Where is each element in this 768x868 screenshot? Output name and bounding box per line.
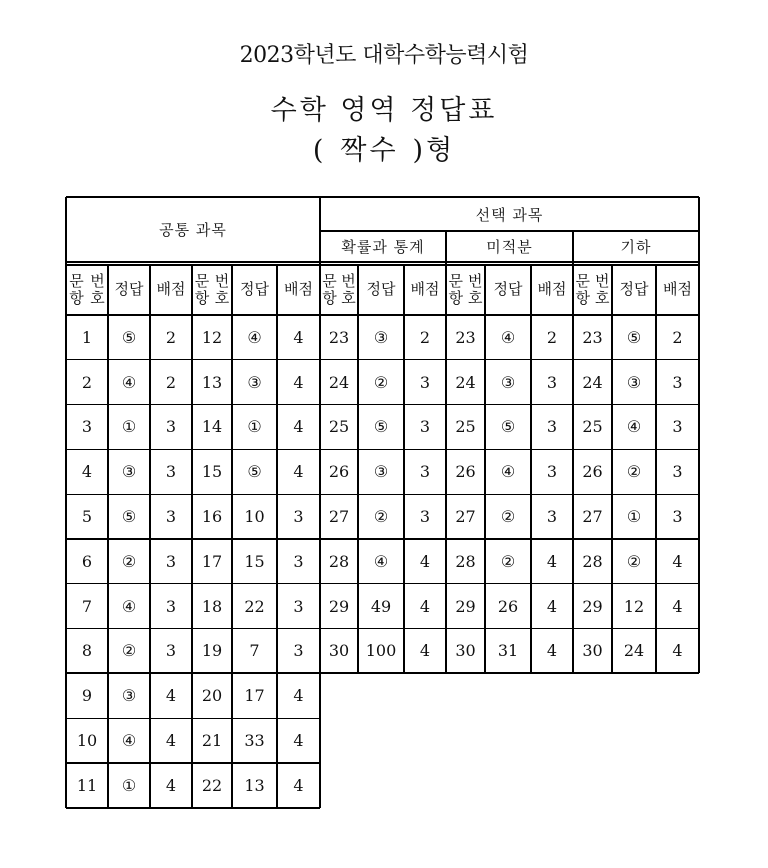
common-answer-cell: 8	[81, 641, 93, 661]
elective-answer-cell: ③	[373, 462, 389, 482]
common-answer-cell: 14	[201, 417, 223, 437]
common-answer-cell: 1	[81, 327, 93, 347]
elective-name-2: 기하	[620, 238, 652, 256]
common-answer-cell: ③	[121, 462, 137, 482]
elective-answer-cell: ②	[500, 551, 516, 571]
common-answer-cell: 3	[165, 462, 177, 482]
common-answer-cell: 7	[81, 596, 93, 616]
elective-answer-cell: 26	[328, 462, 350, 482]
elective-answer-cell: ②	[626, 462, 642, 482]
common-answer-cell: 15	[244, 551, 265, 571]
common-answer-cell: 21	[201, 731, 223, 751]
table-rule	[445, 231, 446, 673]
common-answer-cell: 18	[201, 596, 223, 616]
answer-header: 정답	[619, 280, 649, 298]
elective-answer-cell: 3	[419, 462, 431, 482]
common-answer-cell: 19	[201, 641, 223, 661]
points-header: 배점	[663, 280, 692, 298]
table-rule	[66, 261, 699, 262]
elective-answer-cell: ④	[500, 462, 516, 482]
common-answer-cell: 2	[165, 372, 177, 392]
table-rule	[66, 494, 699, 495]
q-no-line1: 문항	[322, 271, 337, 307]
elective-answer-cell: 27	[455, 507, 476, 527]
common-answer-cell: 10	[244, 507, 265, 527]
table-rule	[191, 264, 192, 808]
elective-answer-cell: 3	[419, 372, 431, 392]
common-answer-cell: ②	[121, 641, 137, 661]
exam-title: 2023학년도 대학수학능력시험	[239, 43, 529, 68]
table-rule	[66, 807, 320, 809]
elective-answer-cell: 30	[328, 641, 350, 661]
common-answer-cell: ④	[247, 327, 262, 347]
elective-name-0: 확률과 통계	[341, 238, 425, 256]
common-answer-cell: 4	[293, 775, 304, 795]
q-no-line2: 번호	[341, 271, 356, 307]
elective-answer-cell: 31	[497, 641, 519, 661]
table-rule	[231, 264, 232, 808]
common-answer-cell: 4	[293, 462, 304, 482]
elective-answer-cell: 23	[328, 327, 350, 347]
common-answer-cell: 11	[76, 775, 98, 795]
common-answer-cell: ④	[121, 596, 137, 616]
elective-answer-cell: 3	[546, 372, 558, 392]
question-number-header	[320, 264, 358, 315]
common-answer-cell: 4	[293, 686, 304, 706]
elective-answer-cell: 2	[672, 327, 683, 347]
common-answer-cell: 2	[81, 372, 93, 392]
table-rule	[66, 196, 699, 198]
common-answer-cell: 16	[201, 507, 223, 527]
q-no-line2: 번호	[90, 271, 105, 307]
common-answer-cell: ⑤	[247, 462, 262, 482]
elective-answer-cell: ④	[626, 417, 642, 437]
elective-answer-cell: 3	[672, 372, 683, 392]
elective-answer-cell: 4	[419, 551, 431, 571]
elective-answer-cell: 2	[546, 327, 558, 347]
elective-answer-cell: 4	[672, 551, 683, 571]
elective-answer-cell: ②	[373, 372, 389, 392]
q-no-line1: 문항	[194, 271, 210, 307]
table-rule	[276, 264, 277, 808]
common-answer-cell: ③	[121, 686, 137, 706]
common-answer-cell: 2	[165, 327, 177, 347]
table-rule	[66, 264, 699, 265]
elective-answer-cell: ④	[373, 551, 389, 571]
answer-header: 정답	[114, 280, 144, 298]
elective-answer-cell: ③	[373, 327, 389, 347]
answer-header: 정답	[493, 280, 523, 298]
common-answer-cell: 4	[165, 775, 177, 795]
common-answer-cell: ④	[121, 372, 137, 392]
elective-answer-cell: ②	[500, 507, 516, 527]
common-answer-cell: 3	[165, 596, 177, 616]
elective-answer-cell: 4	[546, 551, 558, 571]
q-no-line2: 번호	[468, 271, 483, 307]
elective-answer-cell: 25	[455, 417, 476, 437]
common-answer-cell: 3	[293, 507, 304, 527]
elective-answer-cell: ⑤	[373, 417, 389, 437]
elective-answer-cell: 28	[455, 551, 476, 571]
common-answer-cell: 13	[201, 372, 223, 392]
elective-answer-cell: 27	[328, 507, 350, 527]
common-answer-cell: 4	[81, 462, 93, 482]
common-answer-cell: 22	[244, 596, 265, 616]
elective-answer-cell: 23	[455, 327, 476, 347]
elective-answer-cell: 27	[582, 507, 603, 527]
elective-answer-cell: 3	[419, 507, 431, 527]
table-rule	[655, 264, 656, 673]
common-answer-cell: 4	[165, 731, 177, 751]
table-rule	[66, 672, 699, 674]
points-header: 배점	[537, 280, 567, 298]
elective-answer-cell: 23	[582, 327, 603, 347]
common-answer-cell: ④	[121, 731, 137, 751]
common-answer-cell: 17	[201, 551, 223, 571]
type-name: 짝수	[340, 135, 399, 166]
elective-answer-cell: 49	[370, 596, 392, 616]
elective-answer-cell: 24	[455, 372, 476, 392]
elective-answer-cell: 26	[582, 462, 603, 482]
table-rule	[698, 197, 700, 673]
common-answer-cell: 7	[249, 641, 260, 661]
elective-answer-cell: ⑤	[626, 327, 642, 347]
common-answer-cell: 3	[293, 551, 304, 571]
elective-answer-cell: ④	[500, 327, 516, 347]
elective-answer-cell: 25	[328, 417, 350, 437]
elective-answer-cell: ①	[626, 507, 642, 527]
elective-answer-cell: 3	[546, 462, 558, 482]
points-header: 배점	[284, 280, 313, 298]
elective-answer-cell: 24	[582, 372, 603, 392]
common-answer-cell: 15	[201, 462, 223, 482]
table-rule	[66, 538, 699, 539]
q-no-line2: 번호	[595, 271, 610, 307]
common-answer-cell: ②	[121, 551, 137, 571]
elective-answer-cell: 28	[582, 551, 603, 571]
table-rule	[572, 231, 573, 673]
elective-answer-cell: 3	[672, 507, 683, 527]
elective-subject-header: 선택 과목	[475, 205, 544, 224]
elective-answer-cell: 100	[365, 641, 397, 661]
points-header: 배점	[410, 280, 440, 298]
elective-answer-cell: ③	[500, 372, 516, 392]
elective-answer-cell: 4	[672, 641, 683, 661]
common-answer-cell: 13	[244, 775, 265, 795]
elective-answer-cell: 25	[582, 417, 603, 437]
elective-answer-cell: 24	[623, 641, 645, 661]
elective-answer-cell: 3	[546, 507, 558, 527]
table-rule	[66, 628, 699, 629]
common-answer-cell: 22	[201, 775, 223, 795]
common-answer-cell: 6	[81, 551, 93, 571]
table-rule	[66, 404, 699, 405]
common-answer-cell: 20	[201, 686, 223, 706]
common-answer-cell: 3	[293, 596, 304, 616]
elective-answer-cell: 3	[419, 417, 431, 437]
common-answer-cell: 4	[293, 327, 304, 347]
elective-answer-cell: 28	[328, 551, 350, 571]
table-rule	[66, 359, 699, 360]
common-answer-cell: 3	[165, 507, 177, 527]
answer-header: 정답	[240, 280, 269, 298]
open-paren: (	[312, 135, 327, 166]
common-answer-cell: ①	[121, 775, 137, 795]
type-suffix: )형	[412, 135, 456, 166]
table-rule	[320, 230, 699, 231]
elective-answer-cell: 30	[582, 641, 603, 661]
common-answer-cell: 4	[165, 686, 177, 706]
table-rule	[403, 264, 404, 673]
table-rule	[357, 264, 358, 673]
question-number-header	[446, 264, 485, 315]
common-answer-cell: ①	[121, 417, 137, 437]
common-answer-cell: 12	[201, 327, 223, 347]
answer-header: 정답	[366, 280, 396, 298]
elective-answer-cell: ⑤	[500, 417, 516, 437]
table-rule	[66, 449, 699, 450]
common-answer-cell: 4	[293, 417, 304, 437]
question-number-header	[192, 264, 232, 315]
common-answer-cell: 3	[293, 641, 304, 661]
elective-answer-cell: 3	[546, 417, 558, 437]
elective-answer-cell: 3	[672, 417, 683, 437]
q-no-line1: 문항	[69, 271, 84, 307]
elective-name-1: 미적분	[486, 238, 533, 256]
common-answer-cell: 4	[293, 372, 304, 392]
common-answer-cell: ⑤	[121, 327, 137, 347]
common-answer-cell: 33	[244, 731, 265, 751]
elective-answer-cell: ②	[373, 507, 389, 527]
question-number-header	[66, 264, 108, 315]
q-no-line2: 번호	[214, 271, 230, 307]
table-rule	[530, 264, 531, 673]
elective-answer-cell: 26	[455, 462, 476, 482]
table-rule	[66, 718, 320, 719]
elective-answer-cell: 29	[582, 596, 603, 616]
elective-answer-cell: 4	[672, 596, 683, 616]
common-answer-cell: 3	[165, 641, 177, 661]
elective-answer-cell: 26	[497, 596, 519, 616]
elective-answer-cell: 4	[419, 596, 431, 616]
table-rule	[484, 264, 485, 673]
answer-sheet-title: 수학 영역 정답표	[270, 95, 498, 126]
elective-answer-cell: 2	[419, 327, 431, 347]
question-number-header	[573, 264, 612, 315]
common-answer-cell: 3	[81, 417, 93, 437]
common-answer-cell: 4	[293, 731, 304, 751]
elective-answer-cell: 29	[328, 596, 350, 616]
elective-answer-cell: 30	[455, 641, 476, 661]
common-answer-cell: ⑤	[121, 507, 137, 527]
table-rule	[66, 314, 699, 316]
elective-answer-cell: 24	[328, 372, 350, 392]
table-rule	[65, 197, 67, 808]
table-rule	[66, 762, 320, 763]
common-subject-header: 공통 과목	[159, 221, 227, 239]
elective-answer-cell: ③	[626, 372, 642, 392]
q-no-line1: 문항	[448, 271, 463, 307]
common-answer-cell: 5	[81, 507, 93, 527]
common-answer-cell: ①	[247, 417, 262, 437]
common-answer-cell: 17	[244, 686, 265, 706]
common-answer-cell: 3	[165, 551, 177, 571]
elective-answer-cell: ②	[626, 551, 642, 571]
table-rule	[611, 264, 612, 673]
common-answer-cell: 9	[81, 686, 93, 706]
q-no-line1: 문항	[575, 271, 590, 307]
table-rule	[149, 264, 150, 808]
common-answer-cell: 3	[165, 417, 177, 437]
common-answer-cell: 10	[76, 731, 98, 751]
elective-answer-cell: 4	[546, 641, 558, 661]
common-answer-cell: ③	[247, 372, 262, 392]
elective-answer-cell: 12	[623, 596, 645, 616]
elective-answer-cell: 3	[672, 462, 683, 482]
elective-answer-cell: 4	[419, 641, 431, 661]
table-rule	[66, 583, 699, 584]
elective-answer-cell: 4	[546, 596, 558, 616]
table-rule	[107, 264, 108, 808]
table-rule	[319, 197, 321, 808]
elective-answer-cell: 29	[455, 596, 476, 616]
points-header: 배점	[156, 280, 186, 298]
